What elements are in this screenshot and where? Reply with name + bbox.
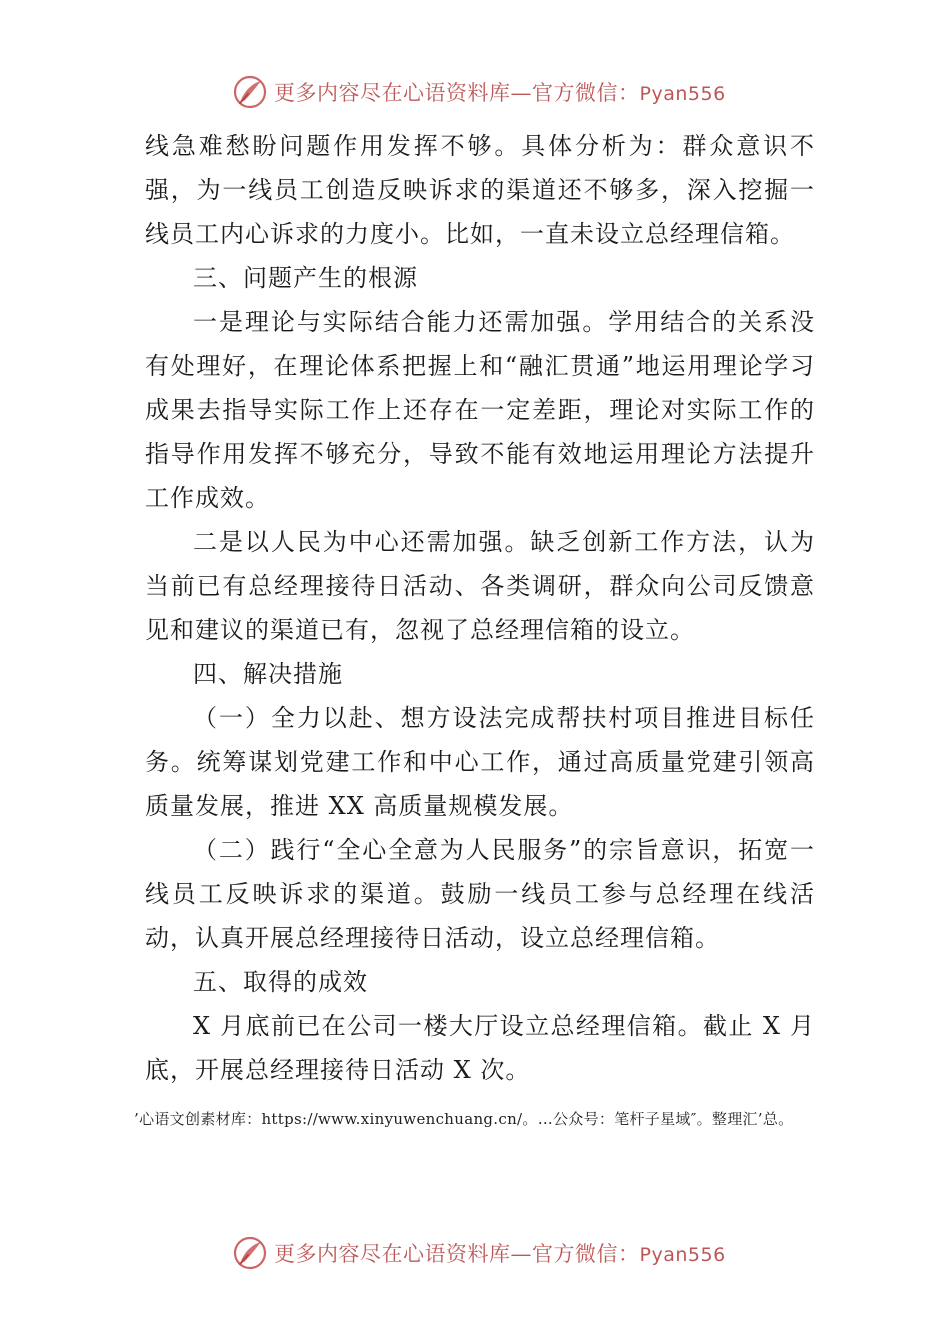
paragraph: X 月底前已在公司一楼大厅设立总经理信箱。截止 X 月底，开展总经理接待日活动 X 次。 — [145, 1012, 815, 1084]
section-heading-5: 五、取得的成效 — [193, 968, 368, 996]
section-heading-3: 三、问题产生的根源 — [193, 264, 418, 292]
section-heading-4: 四、解决措施 — [193, 660, 343, 688]
banner-text: 更多内容尽在心语资料库—官方微信：Pyan556 — [274, 81, 726, 105]
paragraph: （二）践行“全心全意为人民服务”的宗旨意识，拓宽一线员工反映诉求的渠道。鼓励一线员工参与总经理在线活动，认真开展总经理接待日活动，设立总经理信箱。 — [145, 836, 815, 952]
header-banner — [232, 72, 752, 112]
paragraph: 二是以人民为中心还需加强。缺乏创新工作方法，认为当前已有总经理接待日活动、各类调研，群众向公司反馈意见和建议的渠道已有，忽视了总经理信箱的设立。 — [145, 528, 815, 644]
feather-logo-icon — [232, 1235, 268, 1271]
paragraph-continuation: 线急难愁盼问题作用发挥不够。具体分析为：群众意识不强，为一线员工创造反映诉求的渠道还不够多，深入挖掘一线员工内心诉求的力度小。比如，一直未设立总经理信箱。 — [145, 132, 815, 248]
wechat-id: Pyan556 — [639, 1244, 726, 1266]
wechat-id: Pyan556 — [639, 83, 726, 105]
feather-logo-icon — [232, 74, 268, 110]
banner-text: 更多内容尽在心语资料库—官方微信：Pyan556 — [274, 1242, 726, 1266]
document-body — [145, 124, 815, 1092]
footnote: ’心语文创素材库：https://www.xinyuwenchuang.cn/。…公众号：笔杆子星域″。整理汇’总。 — [134, 1110, 794, 1128]
paragraph: 一是理论与实际结合能力还需加强。学用结合的关系没有处理好，在理论体系把握上和“融汇贯通”地运用理论学习成果去指导实际工作上还存在一定差距，理论对实际工作的指导作用发挥不够充分，导致不能有效地运用理论方法提升工作成效。 — [145, 308, 815, 512]
paragraph: （一）全力以赴、想方设法完成帮扶村项目推进目标任务。统筹谋划党建工作和中心工作，通过高质量党建引领高质量发展，推进 XX 高质量规模发展。 — [145, 704, 815, 820]
footer-banner — [232, 1233, 752, 1273]
